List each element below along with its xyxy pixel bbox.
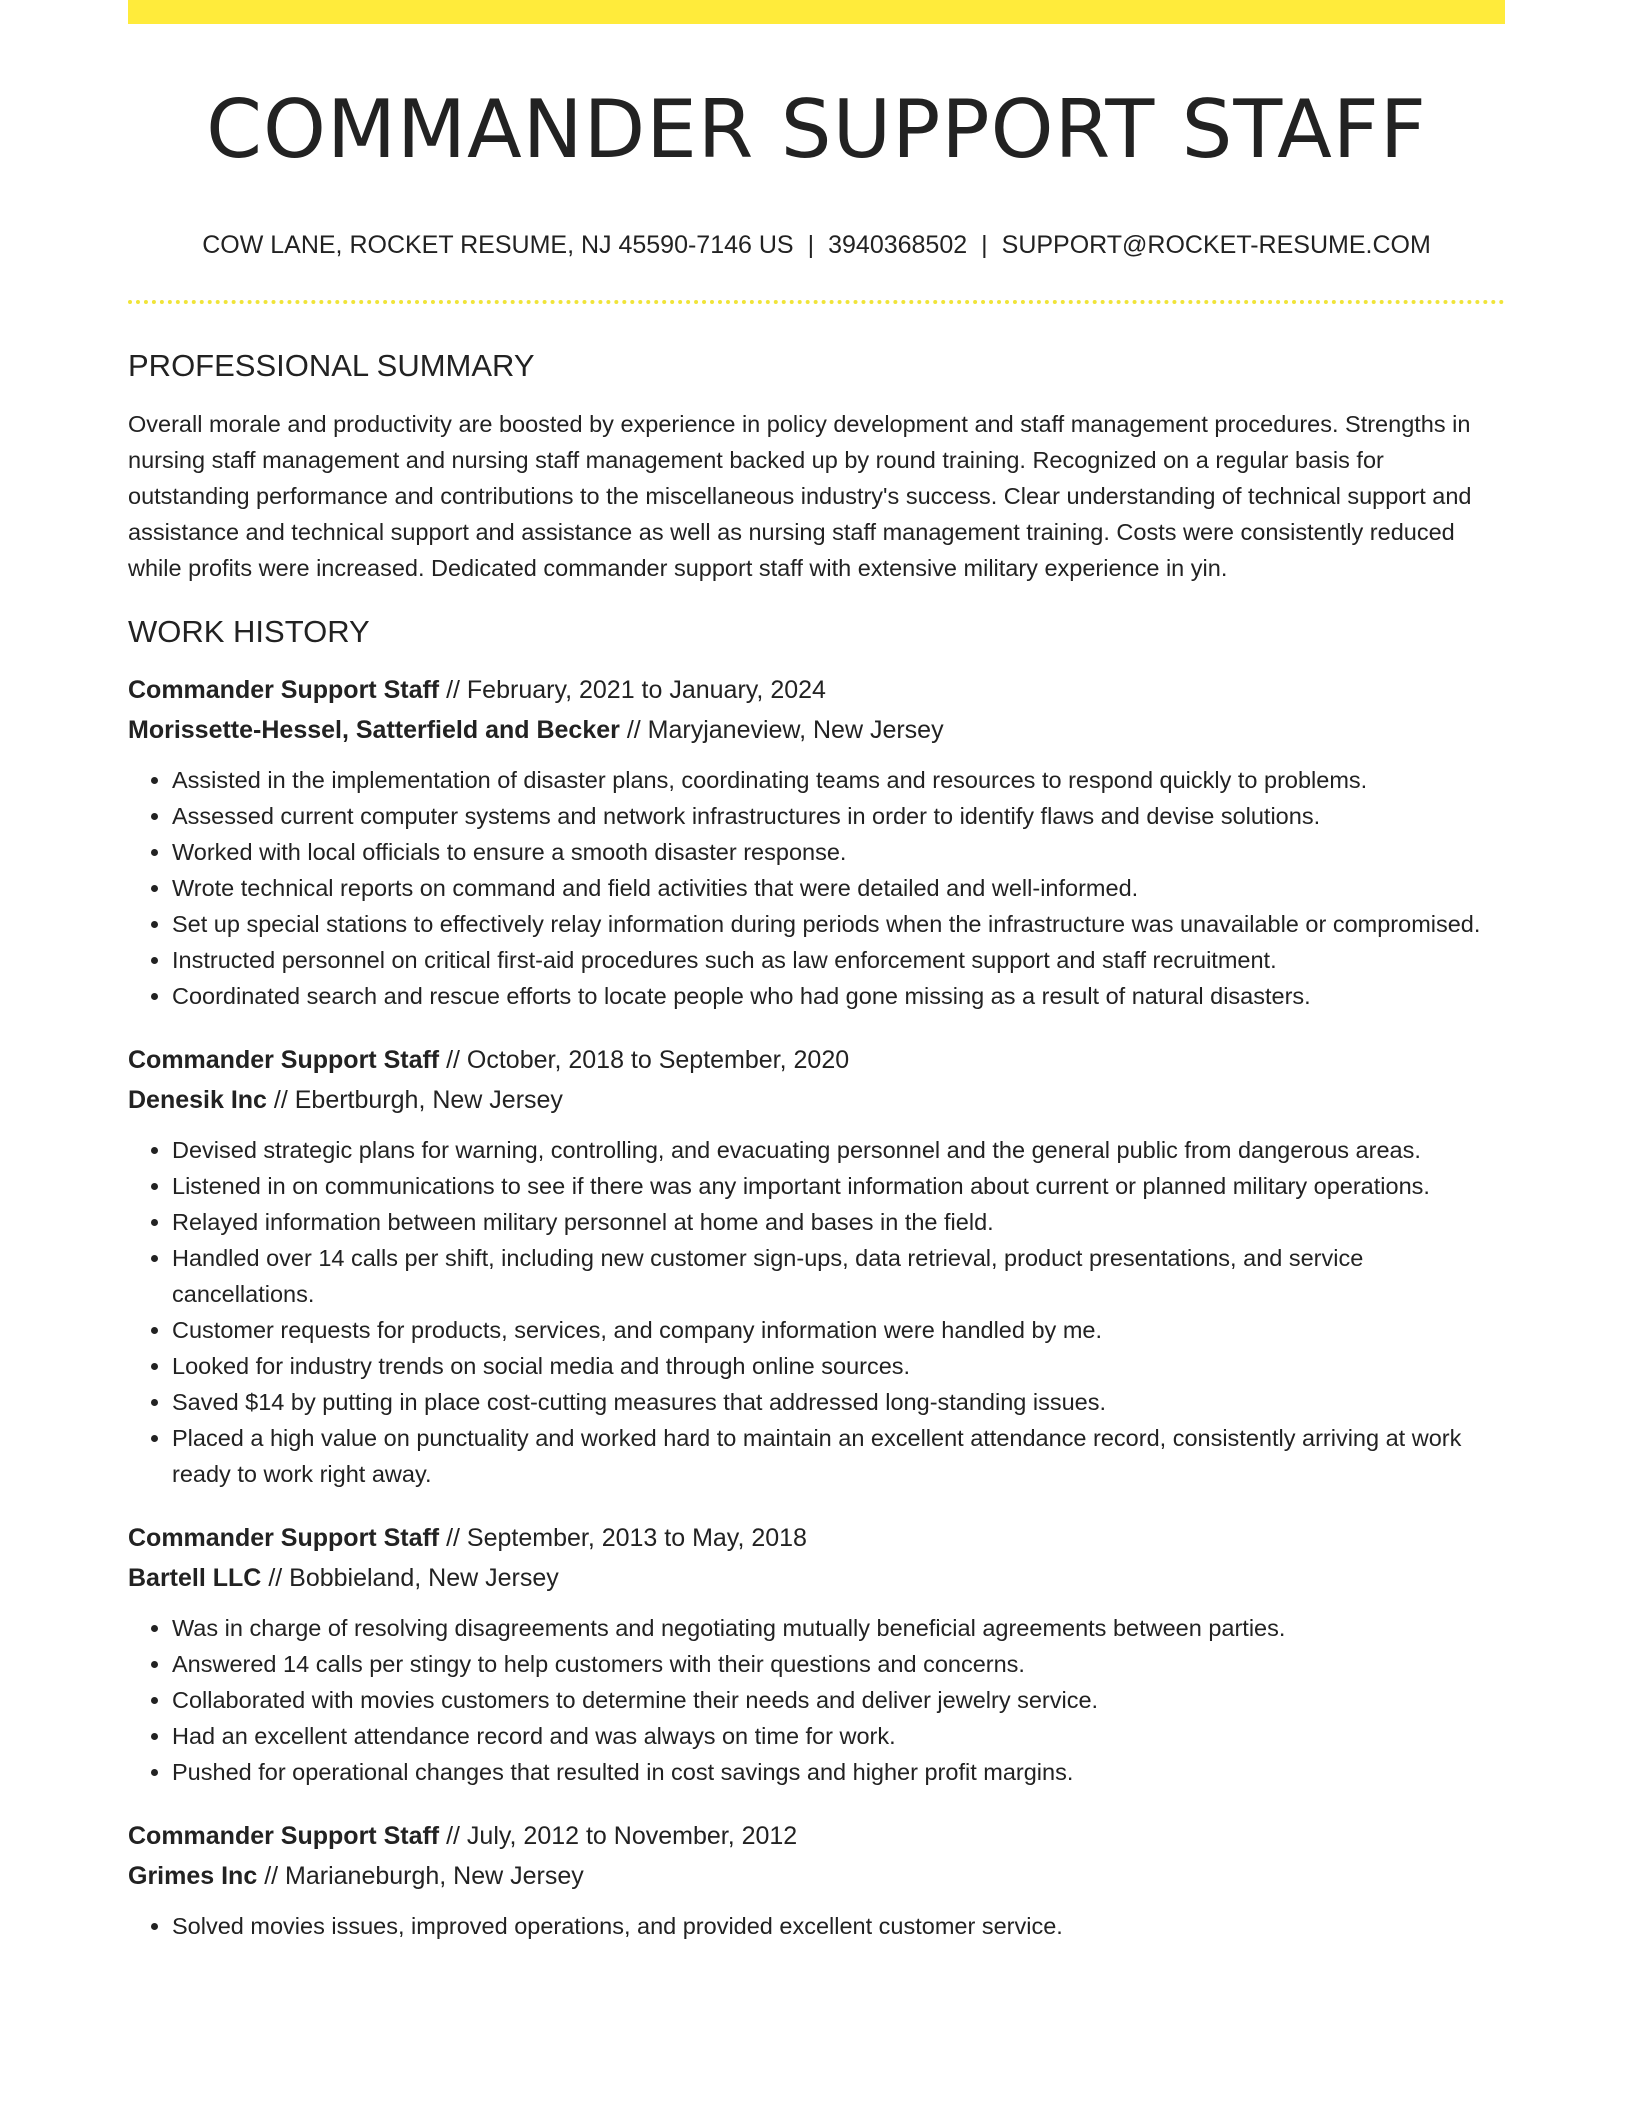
contact-separator: | bbox=[981, 231, 988, 259]
job-bullet: • Pushed for operational changes that resulted in cost savings and higher profit margins. bbox=[172, 1754, 1505, 1790]
job-title-line bbox=[128, 1040, 1505, 1080]
job-company: Grimes Inc bbox=[128, 1862, 258, 1890]
resume-content bbox=[128, 0, 1505, 1944]
job-role: Commander Support Staff bbox=[128, 1524, 440, 1552]
job-bullet: • Placed a high value on punctuality and worked hard to maintain an excellent attendance record, consistently arriving at work ready to work right away. bbox=[172, 1420, 1505, 1492]
job-bullet: • Assessed current computer systems and network infrastructures in order to identify flaws and devise solutions. bbox=[172, 798, 1505, 834]
contact-line bbox=[128, 230, 1505, 260]
job-role: Commander Support Staff bbox=[128, 676, 440, 704]
job-dates: // October, 2018 to September, 2020 bbox=[446, 1046, 850, 1074]
job-bullet: • Instructed personnel on critical first-aid procedures such as law enforcement support and staff recruitment. bbox=[172, 942, 1505, 978]
job-bullet-list bbox=[128, 1908, 1505, 1944]
job-title-line bbox=[128, 1816, 1505, 1856]
job-location: // Ebertburgh, New Jersey bbox=[273, 1086, 563, 1114]
job-bullet: • Handled over 14 calls per shift, including new customer sign-ups, data retrieval, product presentations, and service cancellations. bbox=[172, 1240, 1505, 1312]
job-company: Morissette-Hessel, Satterfield and Becker bbox=[128, 716, 620, 744]
job-bullet: • Solved movies issues, improved operations, and provided excellent customer service. bbox=[172, 1908, 1505, 1944]
job-bullet: • Coordinated search and rescue efforts to locate people who had gone missing as a result of natural disasters. bbox=[172, 978, 1505, 1014]
job-bullet: • Customer requests for products, services, and company information were handled by me. bbox=[172, 1312, 1505, 1348]
job-bullet: • Answered 14 calls per stingy to help customers with their questions and concerns. bbox=[172, 1646, 1505, 1682]
job-dates: // February, 2021 to January, 2024 bbox=[446, 676, 826, 704]
job-bullet: • Set up special stations to effectively relay information during periods when the infrastructure was unavailable or compromised. bbox=[172, 906, 1505, 942]
contact-phone: 3940368502 bbox=[828, 231, 968, 259]
summary-heading: PROFESSIONAL SUMMARY bbox=[128, 348, 535, 383]
job-bullet: • Devised strategic plans for warning, controlling, and evacuating personnel and the general public from dangerous areas. bbox=[172, 1132, 1505, 1168]
job-bullet: • Wrote technical reports on command and field activities that were detailed and well-informed. bbox=[172, 870, 1505, 906]
job-location: // Marianeburgh, New Jersey bbox=[264, 1862, 584, 1890]
contact-separator: | bbox=[807, 231, 815, 259]
job-bullet-list bbox=[128, 1610, 1505, 1790]
summary-text: Overall morale and productivity are boosted by experience in policy development and staff management procedures. Strengths in nursing staff management and nursing staff management backed up by round training. Recognized on a regular basis for outstanding performance and contributions to the miscellaneous industry's success. Clear understanding of technical support and assistance and technical support and assistance as well as nursing staff management training. Costs were consistently reduced while profits were increased. Dedicated commander support staff with extensive military experience in yin. bbox=[128, 411, 1472, 581]
job-company-line bbox=[128, 1080, 1505, 1120]
job-bullet: • Assisted in the implementation of disaster plans, coordinating teams and resources to respond quickly to problems. bbox=[172, 762, 1505, 798]
work-history-list bbox=[128, 670, 1505, 1944]
contact-address: COW LANE, ROCKET RESUME, NJ 45590-7146 US bbox=[202, 231, 794, 259]
job-entry bbox=[128, 1040, 1505, 1492]
job-company: Bartell LLC bbox=[128, 1564, 262, 1592]
job-role: Commander Support Staff bbox=[128, 1822, 440, 1850]
resume-name: COMMANDER SUPPORT STAFF bbox=[206, 83, 1427, 176]
job-title-line bbox=[128, 670, 1505, 710]
job-entry bbox=[128, 1518, 1505, 1790]
job-company-line bbox=[128, 710, 1505, 750]
job-location: // Maryjaneview, New Jersey bbox=[626, 716, 944, 744]
contact-email: SUPPORT@ROCKET-RESUME.COM bbox=[1001, 231, 1431, 259]
job-dates: // September, 2013 to May, 2018 bbox=[446, 1524, 807, 1552]
job-bullet: • Was in charge of resolving disagreements and negotiating mutually beneficial agreements between parties. bbox=[172, 1610, 1505, 1646]
job-location: // Bobbieland, New Jersey bbox=[268, 1564, 559, 1592]
job-company-line bbox=[128, 1856, 1505, 1896]
job-dates: // July, 2012 to November, 2012 bbox=[446, 1822, 798, 1850]
job-entry bbox=[128, 1816, 1505, 1944]
job-entry bbox=[128, 670, 1505, 1014]
job-title-line bbox=[128, 1518, 1505, 1558]
job-bullet-list bbox=[128, 1132, 1505, 1492]
job-bullet-list bbox=[128, 762, 1505, 1014]
job-company-line bbox=[128, 1558, 1505, 1598]
work-history-heading: WORK HISTORY bbox=[128, 614, 370, 649]
job-bullet: • Looked for industry trends on social media and through online sources. bbox=[172, 1348, 1505, 1384]
header-divider bbox=[128, 300, 1505, 304]
job-bullet: • Had an excellent attendance record and was always on time for work. bbox=[172, 1718, 1505, 1754]
job-bullet: • Worked with local officials to ensure a smooth disaster response. bbox=[172, 834, 1505, 870]
job-role: Commander Support Staff bbox=[128, 1046, 440, 1074]
job-bullet: • Collaborated with movies customers to determine their needs and deliver jewelry service. bbox=[172, 1682, 1505, 1718]
job-bullet: • Saved $14 by putting in place cost-cutting measures that addressed long-standing issues. bbox=[172, 1384, 1505, 1420]
job-company: Denesik Inc bbox=[128, 1086, 267, 1114]
job-bullet: • Listened in on communications to see if there was any important information about current or planned military operations. bbox=[172, 1168, 1505, 1204]
job-bullet: • Relayed information between military personnel at home and bases in the field. bbox=[172, 1204, 1505, 1240]
